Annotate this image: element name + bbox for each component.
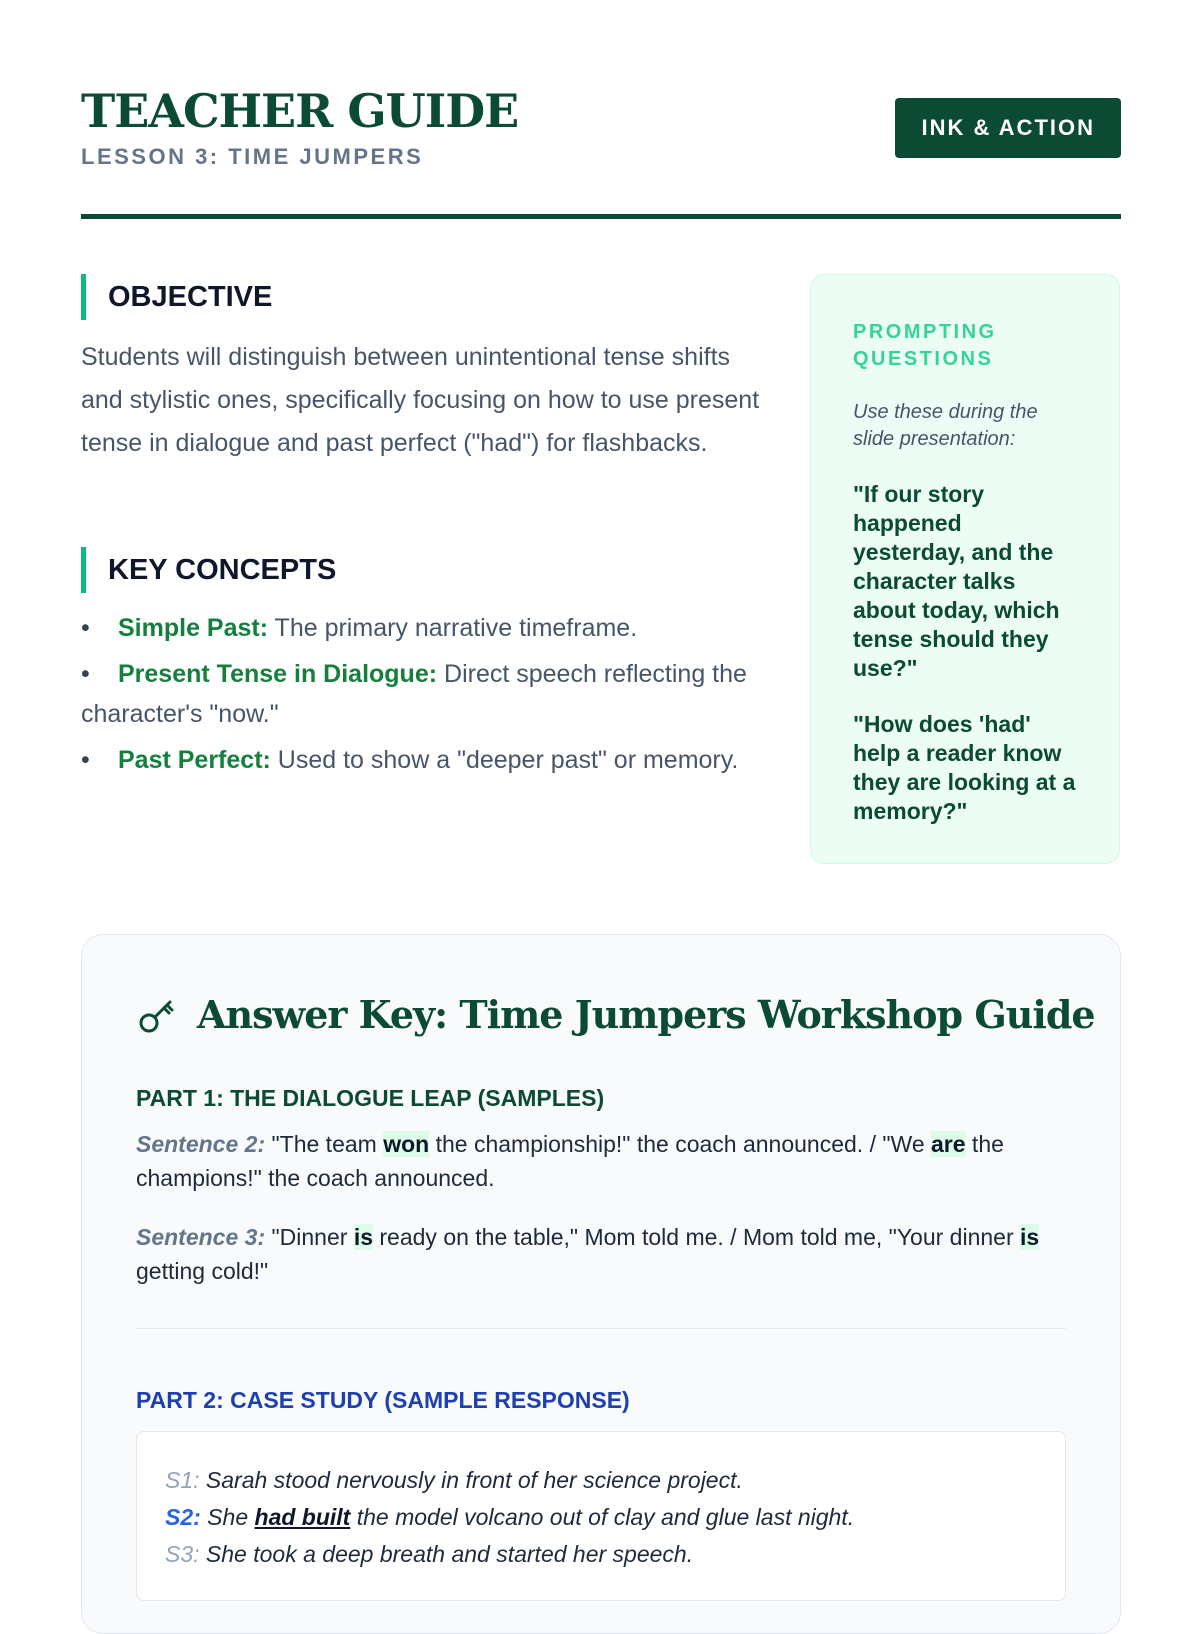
page-title: TEACHER GUIDE — [81, 84, 519, 138]
bullet-icon: • — [81, 746, 90, 774]
case-text: the model volcano out of clay and glue last night. — [350, 1504, 855, 1530]
case-label: S1: — [165, 1467, 200, 1493]
part2-heading: PART 2: CASE STUDY (SAMPLE RESPONSE) — [136, 1387, 630, 1413]
case-line-s3 — [165, 1536, 1037, 1573]
key-concepts-heading: KEY CONCEPTS — [81, 547, 336, 593]
answer-key-title: Answer Key: Time Jumpers Workshop Guide — [197, 992, 1095, 1037]
case-text: Sarah stood nervously in front of her science project. — [199, 1467, 743, 1493]
bullet-icon: • — [81, 660, 90, 688]
prompting-questions-panel — [810, 274, 1120, 864]
case-line-s2 — [165, 1499, 1037, 1536]
prompt-question-2: "How does 'had' help a reader know they are looking at a memory?" — [853, 711, 1076, 824]
objective-text: Students will distinguish between unintentional tense shifts and stylistic ones, specifically focusing on how to use present tense in dialogue and past perfect ("had") for flashbacks. — [81, 343, 760, 457]
concept-text: Used to show a "deeper past" or memory. — [270, 746, 739, 774]
concept-text: Direct speech reflecting the character's "now." — [81, 660, 747, 728]
prompting-label: PROMPTING QUESTIONS — [853, 321, 997, 370]
sentence-text: "The team — [265, 1131, 384, 1157]
list-item — [81, 740, 771, 780]
lesson-subtitle: LESSON 3: TIME JUMPERS — [81, 144, 424, 169]
concept-term: Past Perfect: — [118, 746, 271, 774]
sentence-label: Sentence 3: — [136, 1224, 266, 1250]
objective-heading: OBJECTIVE — [81, 274, 272, 320]
header-divider — [81, 214, 1121, 219]
highlighted-verb: won — [383, 1131, 430, 1157]
sentence-text: the champions!" the coach announced. — [136, 1131, 1004, 1191]
sample-sentence-3 — [136, 1220, 1056, 1288]
part1-heading: PART 1: THE DIALOGUE LEAP (SAMPLES) — [136, 1085, 605, 1111]
sentence-text: the championship!" the coach announced. / "We — [429, 1131, 931, 1157]
brand-badge: INK & ACTION — [895, 98, 1121, 158]
highlighted-verb: are — [931, 1131, 966, 1157]
key-concepts-list — [81, 608, 771, 786]
case-line-s1 — [165, 1462, 1037, 1499]
case-text: She took a deep breath and started her speech. — [199, 1541, 694, 1567]
bullet-icon: • — [81, 614, 90, 642]
case-text: She — [200, 1504, 255, 1530]
prompt-question-1: "If our story happened yesterday, and the character talks about today, which tense should they use?" — [853, 481, 1060, 681]
highlighted-verb: is — [353, 1224, 373, 1250]
sentence-text: "Dinner — [265, 1224, 354, 1250]
case-label: S3: — [165, 1541, 200, 1567]
section-divider — [136, 1328, 1066, 1329]
sentence-text: getting cold!" — [136, 1258, 269, 1284]
list-item — [81, 654, 771, 734]
sentence-label: Sentence 2: — [136, 1131, 266, 1157]
page-header — [81, 84, 1121, 224]
concept-term: Simple Past: — [118, 614, 269, 642]
highlighted-verb: is — [1020, 1224, 1040, 1250]
prompting-note: Use these during the slide presentation: — [853, 401, 1038, 450]
case-label: S2: — [165, 1504, 201, 1530]
concept-text: The primary narrative timeframe. — [268, 614, 638, 642]
list-item — [81, 608, 771, 648]
sample-sentence-2 — [136, 1127, 1056, 1195]
case-study-box — [136, 1431, 1066, 1601]
key-icon — [136, 997, 176, 1042]
past-perfect-phrase: had built — [254, 1504, 351, 1530]
answer-key-card — [81, 934, 1121, 1634]
sentence-text: ready on the table," Mom told me. / Mom told me, "Your dinner — [373, 1224, 1021, 1250]
concept-term: Present Tense in Dialogue: — [118, 660, 438, 688]
